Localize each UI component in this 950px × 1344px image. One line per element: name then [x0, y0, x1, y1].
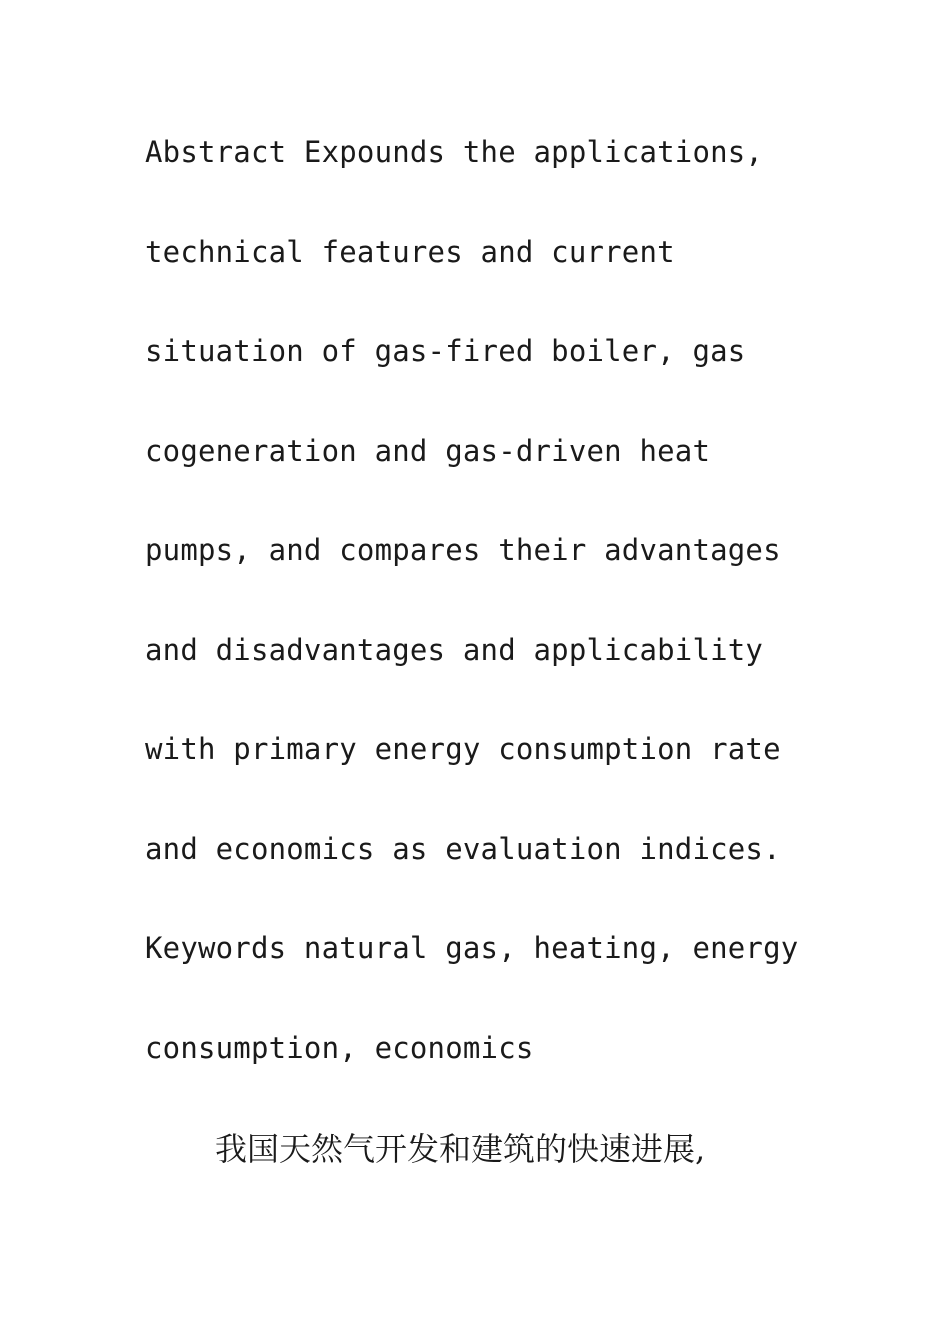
keywords-line: consumption, economics — [145, 1030, 534, 1065]
body-paragraph-first-line: 我国天然气开发和建筑的快速进展, — [215, 1130, 706, 1168]
keywords-line: Keywords natural gas, heating, energy — [145, 931, 799, 965]
abstract-line: technical features and current — [145, 234, 675, 269]
abstract-line: pumps, and compares their advantages — [145, 533, 781, 567]
abstract-line: situation of gas-fired boiler, gas — [145, 334, 746, 368]
abstract-line: cogeneration and gas-driven heat — [145, 433, 711, 468]
abstract-line: and disadvantages and applicability — [145, 632, 764, 667]
abstract-section — [145, 127, 845, 1122]
abstract-line: and economics as evaluation indices. — [145, 831, 781, 866]
abstract-line: with primary energy consumption rate — [145, 732, 781, 766]
abstract-line: Abstract Expounds the applications, — [145, 135, 764, 169]
